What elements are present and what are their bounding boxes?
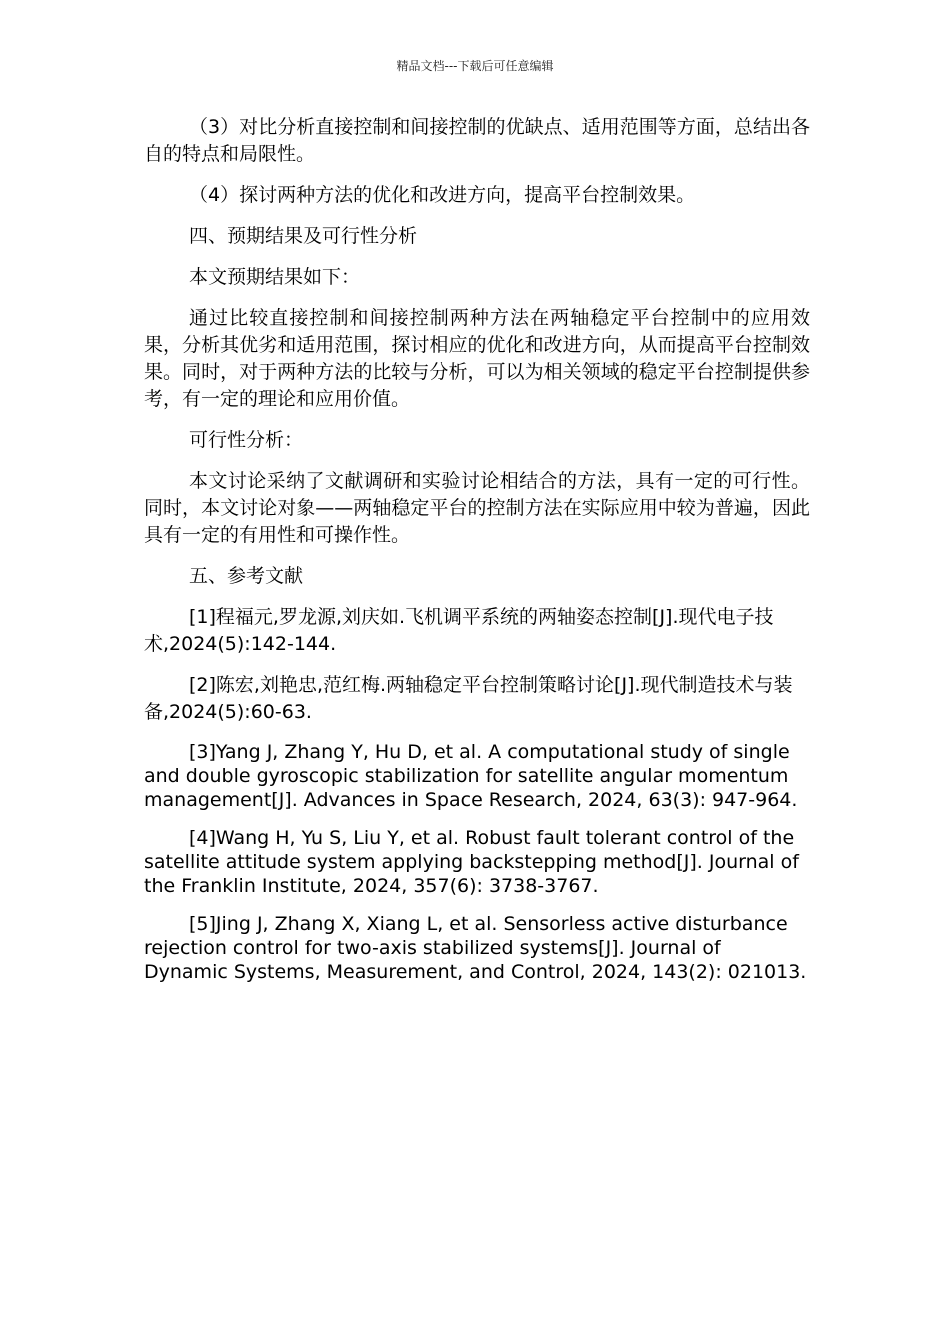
feasibility-intro: 可行性分析：	[189, 429, 304, 451]
document-body	[144, 114, 810, 984]
reference-item-3: [3]Yang J, Zhang Y, Hu D, et al. A computational study of single and double gyroscopic stabilization for satellite angular momentum management[J]. Advances in Space Research, 2024, 63(3): 947-964.	[144, 741, 798, 811]
reference-item-4: [4]Wang H, Yu S, Liu Y, et al. Robust fault tolerant control of the satellite attitude system applying backstepping method[J]. Journal of the Franklin Institute, 2024, 357(6): 3738-3767.	[144, 827, 799, 897]
section-heading-4: 四、预期结果及可行性分析	[189, 225, 418, 247]
reference-item-1: [1]程福元,罗龙源,刘庆如.飞机调平系统的两轴姿态控制[J].现代电子技术,2024(5):142-144.	[144, 606, 774, 655]
section-heading-5: 五、参考文献	[189, 565, 304, 587]
reference-item-5: [5]Jing J, Zhang X, Xiang L, et al. Sensorless active disturbance rejection control for two-axis stabilized systems[J]. Journal of Dynamic Systems, Measurement, and Control, 2024, 143(2): 021013.	[144, 913, 807, 983]
list-item-4: （4）探讨两种方法的优化和改进方向，提高平台控制效果。	[189, 184, 696, 206]
expected-results-intro: 本文预期结果如下：	[189, 266, 361, 288]
page-header: 精品文档---下载后可任意编辑	[396, 59, 554, 73]
reference-item-2: [2]陈宏,刘艳忠,范红梅.两轴稳定平台控制策略讨论[J].现代制造技术与装备,2024(5):60-63.	[144, 674, 793, 723]
list-item-3: （3）对比分析直接控制和间接控制的优缺点、适用范围等方面，总结出各自的特点和局限性。	[144, 116, 810, 165]
feasibility-body: 本文讨论采纳了文献调研和实验讨论相结合的方法，具有一定的可行性。同时，本文讨论对象——两轴稳定平台的控制方法在实际应用中较为普遍，因此具有一定的有用性和可操作性。	[144, 470, 810, 546]
expected-results-body: 通过比较直接控制和间接控制两种方法在两轴稳定平台控制中的应用效果，分析其优劣和适用范围，探讨相应的优化和改进方向，从而提高平台控制效果。同时，对于两种方法的比较与分析，可以为相关领域的稳定平台控制提供参考，有一定的理论和应用价值。	[144, 307, 810, 410]
